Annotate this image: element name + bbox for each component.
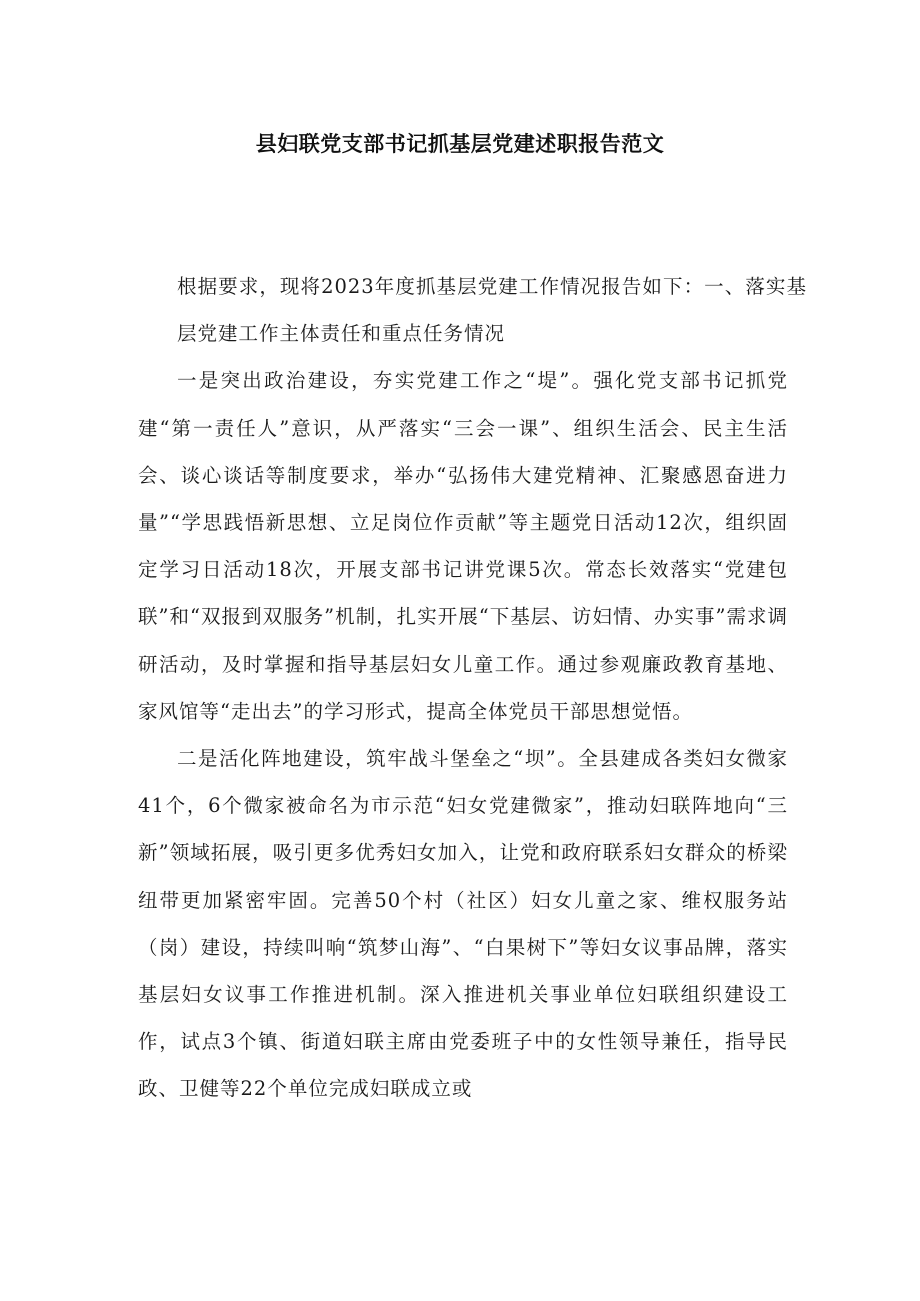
body-paragraph: 二是活化阵地建设，筑牢战斗堡垒之“坝”。全县建成各类妇女微家41个，6个微家被命名为市示范“妇女党建微家”，推动妇联阵地向“三新”领域拓展，吸引更多优秀妇女加入，让党和政府联系妇女群众的桥梁纽带更加紧密牢固。完善50个村（社区）妇女儿童之家、维权服务站（岗）建设，持续叫响“筑梦山海”、“白果树下”等妇女议事品牌，落实基层妇女议事工作推进机制。深入推进机关事业单位妇联组织建设工作，试点3个镇、街道妇联主席由党委班子中的女性领导兼任，指导民政、卫健等22个单位完成妇联成立或 <box>138 747 788 1101</box>
intro-paragraph: 根据要求，现将2023年度抓基层党建工作情况报告如下：一、落实基层党建工作主体责任和重点任务情况 <box>177 275 807 346</box>
document-body <box>138 263 807 1113</box>
body-paragraph: 一是突出政治建设，夯实党建工作之“堤”。强化党支部书记抓党建“第一责任人”意识，从严落实“三会一课”、组织生活会、民主生活会、谈心谈话等制度要求，举办“弘扬伟大建党精神、汇聚感恩奋进力量”“学思践悟新思想、立足岗位作贡献”等主题党日活动12次，组织固定学习日活动18次，开展支部书记讲党课5次。常态长效落实“党建包联”和“双报到双服务”机制，扎实开展“下基层、访妇情、办实事”需求调研活动，及时掌握和指导基层妇女儿童工作。通过参观廉政教育基地、家风馆等“走出去”的学习形式，提高全体党员干部思想觉悟。 <box>138 369 788 723</box>
document-title: 县妇联党支部书记抓基层党建述职报告范文 <box>255 132 665 156</box>
